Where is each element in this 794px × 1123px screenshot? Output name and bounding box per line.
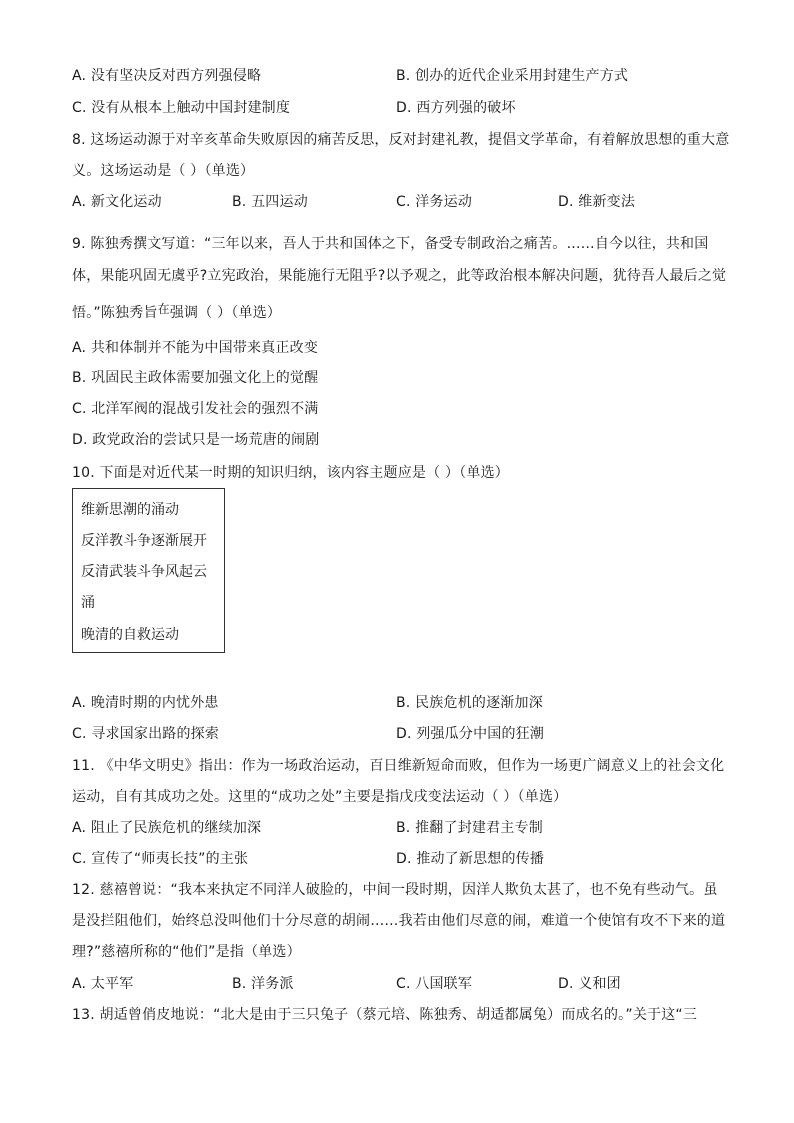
q8-option-d: D. 维新变法 xyxy=(558,194,636,210)
q10-stem: 10. 下面是对近代某一时期的知识归纳，该内容主题应是（ ）（单选） xyxy=(72,465,509,481)
q12-stem-line2: 是没拦阻他们，始终总没叫他们十分尽意的胡闹……我若由他们尽意的闹，难道一个使馆有攻不下来的道 xyxy=(72,913,726,929)
q11-stem-line1: 11. 《中华文明史》指出：作为一场政治运动，百日维新短命而败，但作为一场更广阔意义上的社会文化 xyxy=(72,758,725,774)
box-line: 维新思潮的涌动 xyxy=(81,502,179,518)
q9-option-d: D. 政党政治的尝试只是一场荒唐的闹剧 xyxy=(72,432,320,448)
box-line: 反洋教斗争逐渐展开 xyxy=(81,533,207,549)
q8-option-c: C. 洋务运动 xyxy=(396,194,473,210)
box-line: 涌 xyxy=(81,595,95,611)
q10-option-a: A. 晚清时期的内忧外患 xyxy=(72,695,219,711)
box-line: 晚清的自救运动 xyxy=(81,627,179,643)
q9-stem-zai: 在 xyxy=(157,302,170,316)
q8-stem-line2: 义。这场运动是（ ）（单选） xyxy=(72,163,255,179)
q9-stem-line1: 9. 陈独秀撰文写道：“三年以来，吾人于共和国体之下，备受专制政治之痛苦。……自今以往，共和国 xyxy=(72,236,709,252)
q12-option-a: A. 太平军 xyxy=(72,976,134,992)
q11-option-a: A. 阻止了民族危机的继续加深 xyxy=(72,820,262,836)
q7-option-d: D. 西方列强的破坏 xyxy=(396,100,516,116)
q11-stem-line2: 运动，自有其成功之处。这里的“成功之处”主要是指戊戌变法运动（ ）（单选） xyxy=(72,789,568,805)
q8-stem-line1: 8. 这场运动源于对辛亥革命失败原因的痛苦反思，反对封建礼教，提倡文学革命，有着解放思想的重大意 xyxy=(72,132,730,148)
q7-option-b: B. 创办的近代企业采用封建生产方式 xyxy=(396,68,629,84)
q12-stem-line3: 理?”慈禧所称的“他们”是指（单选） xyxy=(72,944,301,960)
q13-stem-line1: 13. 胡适曾俏皮地说：“北大是由于三只兔子（蔡元培、陈独秀、胡适都属兔）而成名的。”关于这“三 xyxy=(72,1007,698,1023)
q7-option-a: A. 没有坚决反对西方列强侵略 xyxy=(72,68,262,84)
q10-option-b: B. 民族危机的逐渐加深 xyxy=(396,695,543,711)
box-line: 反清武装斗争风起云 xyxy=(81,564,207,580)
q9-stem-line3 xyxy=(72,304,281,322)
q8-option-b: B. 五四运动 xyxy=(232,194,308,210)
q8-option-a: A. 新文化运动 xyxy=(72,194,162,210)
q9-stem-line3-part1: 悟。”陈独秀旨 xyxy=(72,305,158,321)
q11-option-d: D. 推动了新思想的传播 xyxy=(396,851,545,867)
q12-stem-line1: 12. 慈禧曾说：“我本来执定不同洋人破脸的，中间一段时期，因洋人欺负太甚了，也不免有些动气。虽 xyxy=(72,882,718,898)
q9-stem-line3-part2: 强调（ ）（单选） xyxy=(169,305,282,321)
q11-option-b: B. 推翻了封建君主专制 xyxy=(396,820,543,836)
q10-option-d: D. 列强瓜分中国的狂潮 xyxy=(396,726,545,742)
q9-option-c: C. 北洋军阀的混战引发社会的强烈不满 xyxy=(72,401,319,417)
q9-option-a: A. 共和体制并不能为中国带来真正改变 xyxy=(72,340,319,356)
q11-option-c: C. 宣传了“师夷长技”的主张 xyxy=(72,851,249,867)
q10-option-c: C. 寻求国家出路的探索 xyxy=(72,726,220,742)
q9-stem-line2: 体，果能巩固无虞乎?立宪政治，果能施行无阻乎?以予观之，此等政治根本解决问题，犹待吾人最后之觉 xyxy=(72,268,727,284)
q12-option-c: C. 八国联军 xyxy=(396,976,473,992)
q7-option-c: C. 没有从根本上触动中国封建制度 xyxy=(72,100,291,116)
q12-option-b: B. 洋务派 xyxy=(232,976,294,992)
knowledge-summary-box xyxy=(72,488,225,653)
q12-option-d: D. 义和团 xyxy=(558,976,621,992)
q9-option-b: B. 巩固民主政体需要加强文化上的觉醒 xyxy=(72,370,319,386)
